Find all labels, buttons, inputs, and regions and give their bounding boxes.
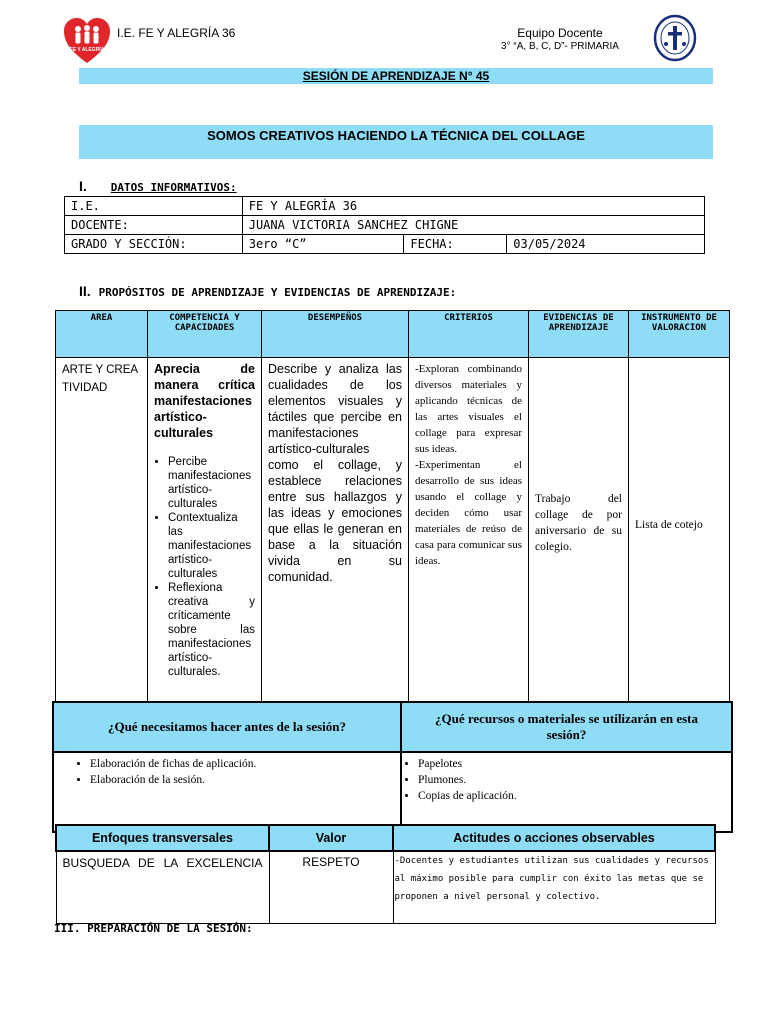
before-session-list — [58, 756, 396, 788]
list-item: • Plumones. — [418, 772, 727, 788]
purposes-header-row — [56, 311, 730, 358]
approaches-header-row — [56, 825, 715, 851]
competence-cell — [148, 358, 262, 710]
approach-cell: BUSQUEDA DE LA EXCELENCIA — [56, 851, 269, 924]
section-2-title: PROPÓSITOS DE APRENDIZAJE Y EVIDENCIAS DE APRENDIZAJE: — [98, 286, 457, 299]
info-row-ie — [65, 197, 705, 216]
approaches-body-row — [56, 851, 715, 924]
capacity-item: • Reflexiona creativa y críticamente sobre las manifestaciones artístico-culturales. — [168, 581, 255, 679]
team-subtitle: 3° “A, B, C, D”- PRIMARIA — [501, 41, 619, 52]
instrument-text: Lista de cotejo — [635, 519, 703, 531]
needs-header-row — [53, 702, 732, 752]
grade-label: GRADO Y SECCIÓN: — [65, 235, 243, 254]
criteria-cell — [409, 358, 529, 710]
info-row-grade — [65, 235, 705, 254]
section-1-title: DATOS INFORMATIVOS: — [110, 181, 237, 194]
info-table — [64, 196, 705, 254]
team-title: Equipo Docente — [517, 26, 603, 40]
criteria-item: -Exploran combinando diversos materiales y aplicando técnicas de las artes visuales el collage para expresar sus ideas. — [415, 363, 522, 455]
section-2-heading — [79, 283, 456, 299]
list-item: • Elaboración de fichas de aplicación. — [90, 756, 396, 772]
area-cell — [56, 358, 148, 710]
date-label: FECHA: — [404, 235, 507, 254]
performance-text: Describe y analiza las cualidades de los elementos visuales y táctiles que percibe en manifestaciones artístico-culturales como el collage, y establece relaciones entre sus hallazgos y las ideas y emociones que ellas le generan en base a la situación vivida en su comunidad. — [268, 362, 402, 584]
needs-resources-table — [52, 701, 733, 833]
section-2-number: II. — [79, 283, 91, 299]
header-criteria: CRITERIOS — [409, 311, 529, 358]
capacities-list — [154, 455, 255, 679]
date-value: 03/05/2024 — [507, 235, 705, 254]
list-item: • Elaboración de la sesión. — [90, 772, 396, 788]
teacher-label: DOCENTE: — [65, 216, 243, 235]
header-evidence: EVIDENCIAS DE APRENDIZAJE — [529, 311, 629, 358]
capacity-item: • Percibe manifestaciones artístico-culturales — [168, 455, 255, 511]
section-3-heading: III. PREPARACIÓN DE LA SESIÓN: — [54, 922, 253, 935]
evidence-text: Trabajo del collage de por aniversario de su colegio. — [535, 493, 622, 553]
teacher-value: JUANA VICTORIA SANCHEZ CHIGNE — [242, 216, 704, 235]
info-row-teacher — [65, 216, 705, 235]
attitudes-cell — [393, 851, 715, 924]
ie-value: FE Y ALEGRÍA 36 — [242, 197, 704, 216]
performance-cell — [262, 358, 409, 710]
evidence-cell — [529, 358, 629, 710]
school-crest-icon — [653, 14, 697, 62]
instrument-cell — [629, 358, 730, 710]
list-item: • Papelotes — [418, 756, 727, 772]
header-performance: DESEMPEÑOS — [262, 311, 409, 358]
attitudes-text: -Docentes y estudiantes utilizan sus cualidades y recursos al máximo posible para cumplir con éxito las metas que se proponen a nivel personal y colectivo. — [394, 856, 709, 902]
header-competence: COMPETENCIA Y CAPACIDADES — [148, 311, 262, 358]
ie-label: I.E. — [65, 197, 243, 216]
header-attitudes: Actitudes o acciones observables — [393, 825, 715, 851]
before-session-cell — [53, 752, 401, 832]
purposes-body-row — [56, 358, 730, 710]
section-1-number: I. — [79, 178, 87, 194]
header-instrument: INSTRUMENTO DE VALORACION — [629, 311, 730, 358]
value-cell: RESPETO — [269, 851, 393, 924]
school-name: I.E. FE Y ALEGRÍA 36 — [117, 26, 236, 40]
criteria-item: -Experimentan el desarrollo de sus ideas usando el collage y deciden cómo usar materiales de reúso de casa para comunicar sus ideas. — [415, 459, 522, 567]
needs-body-row — [53, 752, 732, 832]
session-number-banner: SESIÓN DE APRENDIZAJE N° 45 — [79, 68, 713, 84]
resources-list — [406, 756, 727, 804]
header-before-session: ¿Qué necesitamos hacer antes de la sesión? — [53, 702, 401, 752]
header-value: Valor — [269, 825, 393, 851]
header-resources: ¿Qué recursos o materiales se utilizarán en esta sesión? — [401, 702, 732, 752]
list-item: • Copias de aplicación. — [418, 788, 727, 804]
capacity-item: • Contextualiza las manifestaciones artístico-culturales — [168, 511, 255, 581]
competence-title: Aprecia de manera crítica manifestaciones artístico-culturales — [154, 362, 255, 440]
purposes-table — [55, 310, 730, 710]
topic-title-banner: SOMOS CREATIVOS HACIENDO LA TÉCNICA DEL COLLAGE — [79, 125, 713, 159]
section-1-heading — [79, 178, 237, 194]
header-area: AREA — [56, 311, 148, 358]
logo-text: FE Y ALEGRÍA — [69, 47, 105, 53]
approaches-table — [55, 824, 716, 924]
area-name: ARTE Y CREATIVIDAD — [62, 364, 139, 394]
grade-value: 3ero “C” — [242, 235, 404, 254]
header-approach: Enfoques transversales — [56, 825, 269, 851]
resources-cell — [401, 752, 732, 832]
school-logo-heart-icon — [62, 16, 112, 66]
